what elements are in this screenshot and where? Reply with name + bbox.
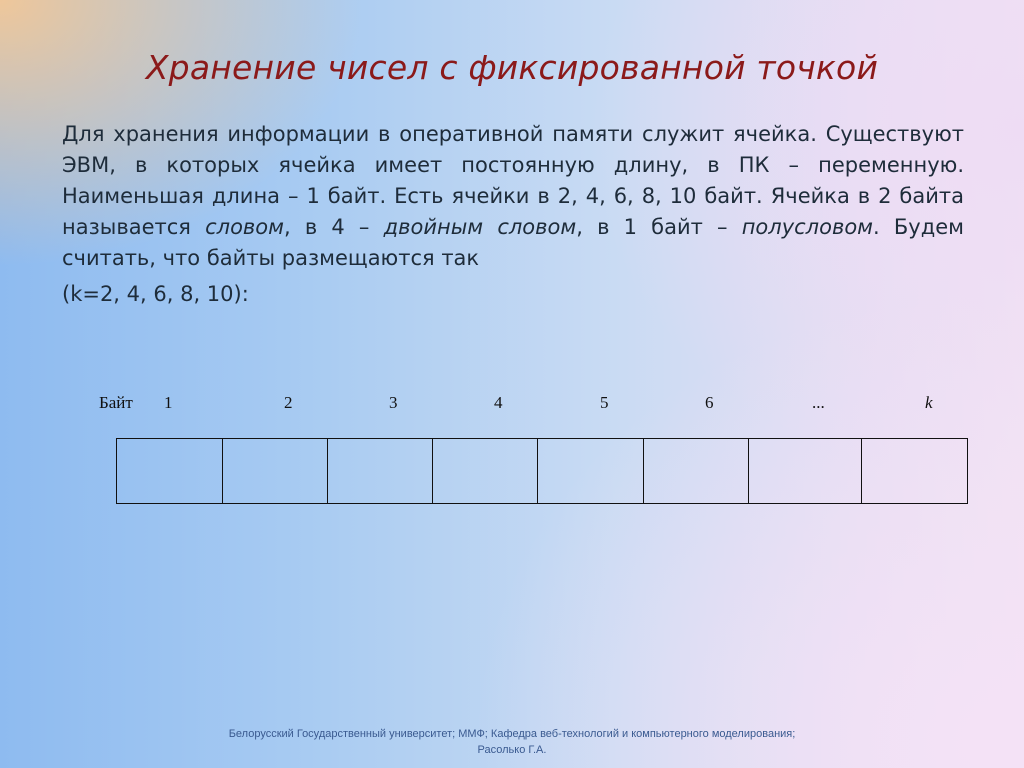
byte-cell (644, 439, 749, 503)
footer (0, 726, 1024, 758)
byte-number-5: 5 (600, 393, 609, 412)
paragraph-text-2: , в 4 – (284, 215, 384, 239)
paragraph-text-3: , в 1 байт – (576, 215, 742, 239)
term-slovo: словом (205, 215, 284, 239)
slide-title: Хранение чисел с фиксированной точкой (145, 48, 879, 87)
footer-author: Расолько Г.А. (477, 744, 547, 756)
byte-number-3: 3 (389, 393, 398, 412)
byte-cell (117, 439, 223, 503)
paragraph-text-1: Для хранения информации в оперативной памяти служит ячейка. Существуют ЭВМ, в которых ячейка имеет постоянную длину, в ПК – переменную. Наименьшая длина – 1 байт. Есть ячейки в 2, 4, 6, 8, 10 байт. Ячейка в 2 байта называется (62, 122, 964, 239)
byte-number-k: k (925, 393, 933, 412)
byte-number-4: 4 (494, 393, 503, 412)
byte-cell (538, 439, 644, 503)
byte-number-1: 1 (164, 393, 173, 412)
byte-number-row (0, 393, 1024, 421)
term-dvoynoe-slovo: двойным словом (383, 215, 577, 239)
paragraph-text-4: . Будем считать, что байты размещаются так (62, 215, 964, 270)
byte-cell (862, 439, 967, 503)
byte-number-ellipsis: ... (812, 393, 825, 412)
byte-number-2: 2 (284, 393, 293, 412)
term-poluslovo: полусловом (741, 215, 874, 239)
footer-affiliation: Белорусский Государственный университет; ММФ; Кафедра веб-технологий и компьютерного моделирования; (228, 728, 796, 740)
body-paragraph (62, 119, 964, 274)
byte-row-label: Байт (99, 393, 133, 412)
byte-cell (433, 439, 538, 503)
k-values-line: (k=2, 4, 6, 8, 10): (62, 282, 249, 306)
byte-number-6: 6 (705, 393, 714, 412)
byte-cell (223, 439, 328, 503)
byte-cell (749, 439, 863, 503)
byte-cells (116, 438, 968, 504)
byte-cell (328, 439, 434, 503)
